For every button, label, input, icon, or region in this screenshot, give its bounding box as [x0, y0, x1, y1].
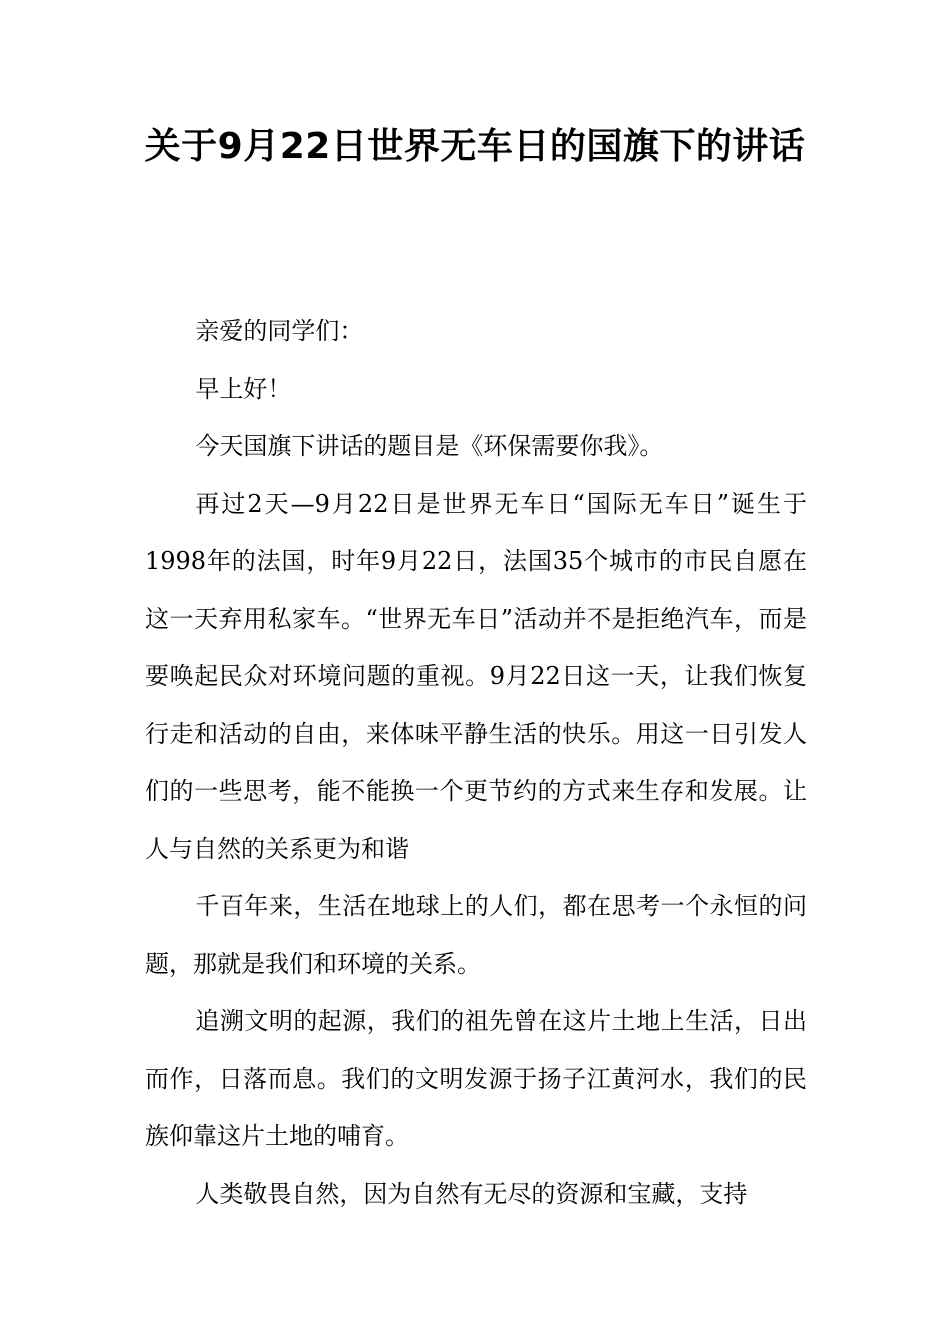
- paragraph-good-morning: 早上好！: [195, 374, 292, 403]
- paragraph-greeting: 亲爱的同学们：: [195, 317, 364, 345]
- paragraph-topic: 今天国旗下讲话的题目是《环保需要你我》。: [195, 432, 664, 460]
- paragraph-civilization-origin: 追溯文明的起源，我们的祖先曾在这片土地上生活，日出而作，日落而息。我们的文明发源于扬子江黄河水，我们的民族仰靠这片土地的哺育。: [145, 1007, 807, 1150]
- paragraph-revere-nature: 人类敬畏自然，因为自然有无尽的资源和宝藏，支持: [195, 1179, 748, 1208]
- paragraph-car-free-day: 再过2天—9月22日是世界无车日“国际无车日”诞生于1998年的法国，时年9月22日，法国35个城市的市民自愿在这一天弃用私家车。“世界无车日”活动并不是拒绝汽车，而是要唤起民众对环境问题的重视。9月22日这一天，让我们恢复行走和活动的自由，来体味平静生活的快乐。用这一日引发人们的一些思考，能不能换一个更节约的方式来生存和发展。让人与自然的关系更为和谐: [145, 489, 807, 863]
- document-body: [145, 303, 807, 1223]
- document-title: 关于9月22日世界无车日的国旗下的讲话: [144, 126, 806, 167]
- paragraph-eternal-question: 千百年来，生活在地球上的人们，都在思考一个永恒的问题，那就是我们和环境的关系。: [145, 892, 807, 978]
